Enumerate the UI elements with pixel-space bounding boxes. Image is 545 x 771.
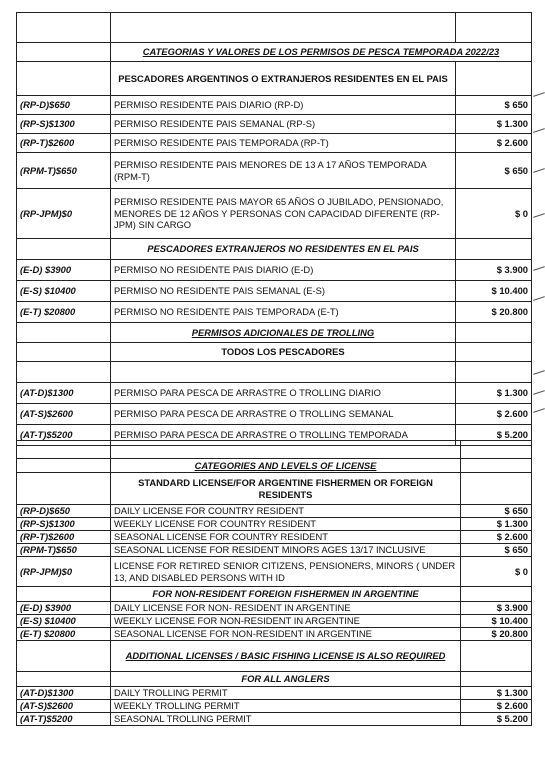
table-row [17,700,532,713]
license-description: PERMISO PARA PESCA DE ARRASTRE O TROLLING DIARIO [111,383,456,404]
empty-cell [461,641,532,672]
license-code: (RPM-T)$650 [17,544,111,557]
pen-mark [533,128,545,133]
license-price: $ 650 [461,505,532,518]
table-row [17,115,532,134]
license-price: $ 1.300 [461,518,532,531]
license-price: $ 10.400 [461,615,532,628]
empty-cell [17,587,111,602]
table-row [17,404,532,425]
blank-cell [17,459,111,473]
section-header-residents: PESCADORES ARGENTINOS O EXTRANJEROS RESIDENTES EN EL PAIS [111,62,456,96]
license-description: SEASONAL LICENSE FOR COUNTRY RESIDENT [111,531,461,544]
license-code: (AT-T)$5200 [17,425,111,446]
pen-mark [533,408,545,413]
license-price: $ 2.600 [456,134,532,153]
license-price: $ 2.600 [461,700,532,713]
top-empty-cell [456,13,532,43]
table-row [17,281,532,302]
english-fees-table [16,440,532,726]
license-description: WEEKLY LICENSE FOR COUNTRY RESIDENT [111,518,461,531]
pen-mark [533,296,545,301]
table-title: CATEGORIES AND LEVELS OF LICENSE [111,459,461,473]
license-price: $ 0 [461,557,532,587]
license-price: $ 0 [456,189,532,239]
blank-cell [17,13,111,43]
table-title: CATEGORIAS Y VALORES DE LOS PERMISOS DE PESCA TEMPORADA 2022/23 [111,43,532,62]
license-description: WEEKLY LICENSE FOR NON-RESIDENT IN ARGENTINE [111,615,461,628]
license-price: $ 1.300 [461,687,532,700]
blank-cell [17,473,111,505]
top-empty-cell [111,13,456,43]
license-price: $ 10.400 [456,281,532,302]
license-price: $ 3.900 [461,602,532,615]
section-header-nonresidents: FOR NON-RESIDENT FOREIGN FISHERMEN IN ARGENTINE [111,587,461,602]
license-price: $ 20.800 [461,628,532,641]
blank-cell [17,62,111,96]
section-header-nonresidents: PESCADORES EXTRANJEROS NO RESIDENTES EN EL PAIS [111,239,456,260]
section-header-all-anglers: TODOS LOS PESCADORES [111,343,456,362]
empty-cell [456,239,532,260]
empty-cell [456,343,532,362]
table-row [17,189,532,239]
license-code: (RP-T)$2600 [17,531,111,544]
table-row [17,602,532,615]
pen-mark [533,370,545,375]
table-row [17,531,532,544]
license-code: (AT-T)$5200 [17,713,111,726]
table-row [17,557,532,587]
table-row [17,628,532,641]
empty-cell [461,459,532,473]
license-price: $ 650 [461,544,532,557]
table-row [17,544,532,557]
pen-mark [533,390,545,395]
blank-cell [17,43,111,62]
license-description: PERMISO RESIDENTE PAIS TEMPORADA (RP-T) [111,134,456,153]
license-price: $ 650 [456,153,532,189]
license-description: DAILY TROLLING PERMIT [111,687,461,700]
license-description: WEEKLY TROLLING PERMIT [111,700,461,713]
license-code: (E-T) $20800 [17,628,111,641]
section-header-residents: STANDARD LICENSE/FOR ARGENTINE FISHERMEN OR FOREIGN RESIDENTS [111,473,461,505]
license-description: PERMISO NO RESIDENTE PAIS SEMANAL (E-S) [111,281,456,302]
license-code: (RP-S)$1300 [17,115,111,134]
license-description: PERMISO RESIDENTE PAIS DIARIO (RP-D) [111,96,456,115]
table-row [17,260,532,281]
pen-mark [533,213,545,218]
table-row [17,687,532,700]
license-description: DAILY LICENSE FOR COUNTRY RESIDENT [111,505,461,518]
license-price: $ 20.800 [456,302,532,323]
empty-cell [461,473,532,505]
empty-cell [461,672,532,687]
section-header-trolling: PERMISOS ADICIONALES DE TROLLING [111,323,456,343]
blank-cell [17,441,111,459]
pen-mark [533,266,545,271]
license-description: PERMISO RESIDENTE PAIS MENORES DE 13 A 17 AÑOS TEMPORADA (RPM-T) [111,153,456,189]
license-code: (AT-S)$2600 [17,700,111,713]
license-price: $ 3.900 [456,260,532,281]
top-empty-cell [461,441,532,459]
license-description: LICENSE FOR RETIRED SENIOR CITIZENS, PENSIONERS, MINORS ( UNDER 13, AND DISABLED PERSONS WITH ID [111,557,461,587]
license-description: SEASONAL LICENSE FOR NON-RESIDENT IN ARGENTINE [111,628,461,641]
empty-cell [17,362,111,383]
empty-cell [456,362,532,383]
empty-cell [17,343,111,362]
license-code: (AT-D)$1300 [17,687,111,700]
empty-cell [17,323,111,343]
empty-cell [111,362,456,383]
license-description: PERMISO NO RESIDENTE PAIS TEMPORADA (E-T) [111,302,456,323]
license-code: (E-D) $3900 [17,260,111,281]
license-code: (RP-JPM)$0 [17,189,111,239]
license-description: SEASONAL LICENSE FOR RESIDENT MINORS AGES 13/17 INCLUSIVE [111,544,461,557]
table-row [17,518,532,531]
table-row [17,96,532,115]
license-code: (RP-S)$1300 [17,518,111,531]
table-row [17,713,532,726]
license-price: $ 2.600 [456,404,532,425]
empty-cell [17,641,111,672]
license-price: $ 5.200 [461,713,532,726]
license-description: PERMISO PARA PESCA DE ARRASTRE O TROLLING TEMPORADA [111,425,456,446]
license-code: (E-T) $20800 [17,302,111,323]
license-code: (AT-S)$2600 [17,404,111,425]
license-code: (RP-T)$2600 [17,134,111,153]
empty-cell [17,239,111,260]
license-price: $ 5.200 [456,425,532,446]
license-description: SEASONAL TROLLING PERMIT [111,713,461,726]
license-code: (E-S) $10400 [17,281,111,302]
section-header-additional: ADDITIONAL LICENSES / BASIC FISHING LICENSE IS ALSO REQUIRED [111,641,461,672]
license-description: DAILY LICENSE FOR NON- RESIDENT IN ARGENTINE [111,602,461,615]
table-row [17,615,532,628]
license-code: (E-D) $3900 [17,602,111,615]
license-description: PERMISO RESIDENTE PAIS MAYOR 65 AÑOS O JUBILADO, PENSIONADO, MENORES DE 12 AÑOS Y PERSONAS CON CAPACIDAD DIFERENTE (RP-JPM) SIN CARGO [111,189,456,239]
license-code: (E-S) $10400 [17,615,111,628]
license-price: $ 1.300 [456,115,532,134]
license-code: (RPM-T)$650 [17,153,111,189]
empty-cell [456,323,532,343]
license-description: PERMISO RESIDENTE PAIS SEMANAL (RP-S) [111,115,456,134]
empty-cell [17,672,111,687]
license-code: (RP-D)$650 [17,96,111,115]
spanish-fees-table [16,12,532,446]
license-price: $ 650 [456,96,532,115]
table-row [17,134,532,153]
license-price: $ 2.600 [461,531,532,544]
table-row [17,302,532,323]
license-code: (RP-JPM)$0 [17,557,111,587]
license-description: PERMISO NO RESIDENTE PAIS DIARIO (E-D) [111,260,456,281]
empty-cell [461,587,532,602]
top-empty-cell [111,441,461,459]
license-description: PERMISO PARA PESCA DE ARRASTRE O TROLLING SEMANAL [111,404,456,425]
section-header-all-anglers: FOR ALL ANGLERS [111,672,461,687]
table-row [17,153,532,189]
empty-cell [456,62,532,96]
pen-mark [533,92,545,97]
license-code: (RP-D)$650 [17,505,111,518]
table-row [17,383,532,404]
license-code: (AT-D)$1300 [17,383,111,404]
license-price: $ 1.300 [456,383,532,404]
pen-mark [533,168,545,173]
table-row [17,505,532,518]
